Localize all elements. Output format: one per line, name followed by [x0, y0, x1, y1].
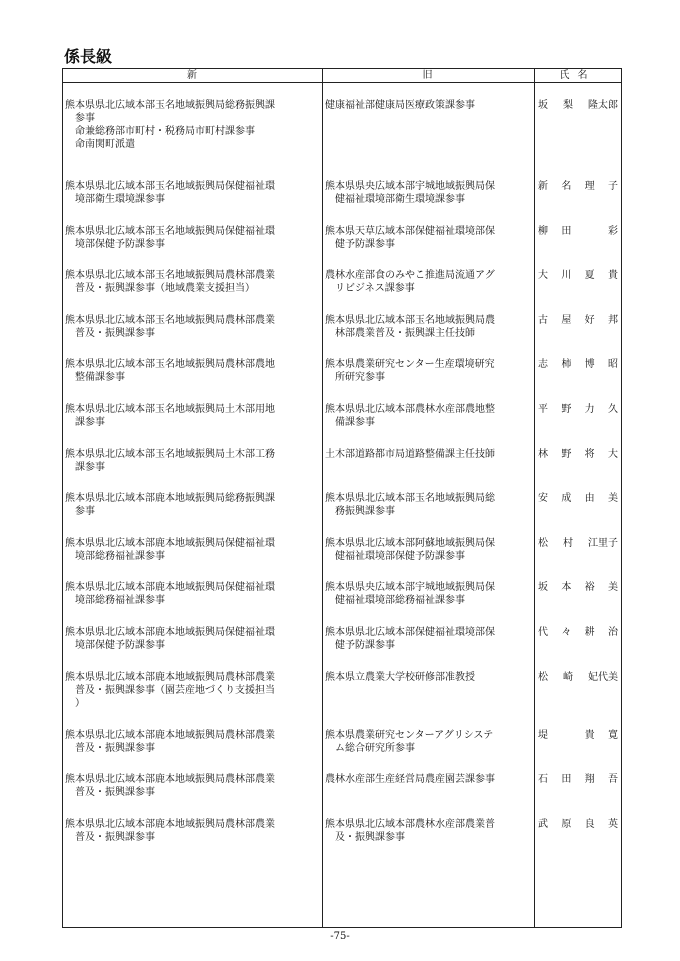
old-position-line: 土木部道路都市局道路整備課主任技師 — [325, 448, 495, 460]
name-part: 力 — [584, 403, 595, 415]
old-position-cell — [325, 403, 532, 429]
name-part: 野 — [561, 403, 572, 415]
name-cell — [538, 818, 620, 831]
name-part: 好 — [584, 314, 595, 326]
new-position-line: 境部総務福祉課参事 — [75, 595, 165, 607]
table-row — [63, 492, 621, 537]
name-characters — [538, 818, 618, 831]
new-position-cell — [65, 358, 320, 384]
name-part: 田 — [561, 774, 572, 786]
name-part: 田 — [561, 225, 572, 237]
new-position-line: 熊本県県北広域本部玉名地域振興局総務振興課 — [65, 100, 275, 111]
name-part: 安 — [538, 493, 548, 505]
new-position-line: 熊本県県北広域本部鹿本地域振興局農林部農業 — [65, 729, 275, 741]
name-part: 古 — [538, 314, 548, 326]
name-cell — [538, 581, 620, 594]
new-position-cell — [65, 314, 320, 340]
name-part: 々 — [561, 626, 572, 638]
table-row — [63, 537, 621, 582]
name-part — [585, 225, 595, 238]
name-part: 翔 — [584, 774, 595, 786]
old-position-cell — [325, 448, 532, 461]
new-position-line: 境部保健予防課参事 — [75, 639, 165, 651]
name-part: 裕 — [584, 582, 595, 594]
new-position-line: 境部総務福祉課参事 — [75, 550, 165, 562]
old-position-line: 備課参事 — [335, 416, 375, 428]
name-cell — [538, 773, 620, 786]
name-part: 久 — [607, 403, 618, 415]
new-position-cell — [65, 448, 320, 474]
name-characters — [538, 314, 618, 327]
name-part: 美 — [607, 582, 618, 594]
name-part: 邦 — [607, 314, 618, 326]
table-row — [63, 729, 621, 774]
old-position-line: 熊本県天草広域本部保健福祉環境部保 — [325, 225, 495, 237]
name-part: 柳 — [538, 225, 548, 237]
new-position-cell — [65, 671, 320, 710]
old-position-cell — [325, 269, 532, 295]
new-position-line: 普及・振興課参事（地域農業支援担当） — [75, 283, 255, 295]
old-position-cell — [325, 729, 532, 755]
old-position-line: 及・振興課参事 — [335, 831, 405, 843]
name-part: 原 — [561, 818, 572, 830]
old-position-line: 健福祉環境部保健予防課参事 — [335, 550, 465, 562]
old-position-cell — [325, 314, 532, 340]
new-position-line: 熊本県県北広域本部玉名地域振興局保健福祉環 — [65, 225, 275, 237]
name-part: 美 — [607, 493, 618, 505]
name-part: 堤 — [538, 729, 548, 741]
old-position-line: 林部農業普及・振興課主任技師 — [335, 327, 475, 339]
new-position-cell — [65, 537, 320, 563]
new-position-cell — [65, 269, 320, 295]
old-position-line: 熊本県県央広域本部宇城地域振興局保 — [325, 582, 495, 594]
new-position-line: 命兼総務部市町村・税務局市町村課参事 — [75, 126, 255, 137]
new-position-line: 命南関町派遣 — [75, 139, 135, 150]
name-characters — [538, 269, 618, 282]
old-position-line: 熊本県県北広域本部玉名地域振興局農 — [325, 314, 495, 326]
new-position-line: 熊本県県北広域本部玉名地域振興局土木部工務 — [65, 448, 275, 460]
old-position-line: リビジネス課参事 — [335, 283, 415, 295]
name-part: 梨 — [563, 100, 573, 111]
name-part: 治 — [607, 626, 618, 638]
old-position-line: 農林水産部生産経営局農産園芸課参事 — [325, 774, 495, 786]
name-part: 志 — [538, 359, 548, 371]
name-part: 英 — [607, 818, 618, 830]
name-part: 林 — [538, 448, 548, 460]
old-position-line: 熊本県農業研究センターアグリシステ — [325, 729, 494, 741]
name-part: 由 — [584, 493, 595, 505]
name-characters — [538, 448, 618, 461]
name-characters — [538, 729, 618, 742]
name-cell — [538, 492, 620, 505]
name-part: 妃代美 — [588, 671, 618, 683]
name-part — [561, 729, 571, 742]
name-cell — [538, 225, 620, 238]
old-position-cell — [325, 492, 532, 518]
name-part: 川 — [561, 270, 572, 282]
table-header — [63, 69, 621, 83]
new-position-line: 境部保健予防課参事 — [75, 238, 165, 250]
name-part: 夏 — [584, 270, 595, 282]
new-position-line: 熊本県県北広域本部鹿本地域振興局保健福祉環 — [65, 582, 275, 594]
old-position-line: 熊本県県央広域本部宇城地域振興局保 — [325, 181, 495, 192]
old-position-line: 熊本県県北広域本部農林水産部農地整 — [325, 403, 495, 415]
name-cell — [538, 314, 620, 327]
table-row — [63, 818, 621, 863]
name-characters — [538, 403, 618, 416]
new-position-cell — [65, 403, 320, 429]
name-cell — [538, 448, 620, 461]
name-cell — [538, 403, 620, 416]
name-characters — [538, 626, 618, 639]
old-position-cell — [325, 180, 532, 206]
new-position-cell — [65, 581, 320, 607]
new-position-line: 熊本県県北広域本部鹿本地域振興局保健福祉環 — [65, 626, 275, 638]
table-row — [63, 225, 621, 270]
new-position-line: 熊本県県北広域本部鹿本地域振興局農林部農業 — [65, 818, 275, 830]
old-position-line: ム総合研究所参事 — [335, 742, 415, 754]
new-position-line: 熊本県県北広域本部鹿本地域振興局農林部農業 — [65, 774, 275, 786]
name-part: 江里子 — [588, 537, 618, 549]
table-row — [63, 269, 621, 314]
old-position-line: 熊本県県北広域本部阿蘇地域振興局保 — [325, 537, 495, 549]
old-position-line: 所研究参事 — [335, 372, 385, 384]
name-part: 柿 — [561, 359, 572, 371]
new-position-line: 熊本県県北広域本部鹿本地域振興局保健福祉環 — [65, 537, 275, 549]
name-part: 坂 — [538, 100, 548, 111]
old-position-cell — [325, 581, 532, 607]
new-position-cell — [65, 818, 320, 844]
new-position-line: 熊本県県北広域本部玉名地域振興局保健福祉環 — [65, 181, 275, 192]
name-part: 将 — [584, 448, 595, 460]
new-position-line: 参事 — [75, 113, 95, 124]
old-position-line: 熊本県農業研究センター生産環境研究 — [325, 359, 495, 371]
name-characters — [538, 537, 618, 550]
name-part: 名 — [561, 181, 572, 192]
new-position-line: 普及・振興課参事 — [75, 831, 155, 843]
old-position-cell — [325, 537, 532, 563]
table-row — [63, 626, 621, 671]
old-position-cell — [325, 818, 532, 844]
old-position-cell — [325, 358, 532, 384]
name-characters — [538, 773, 618, 786]
new-position-cell — [65, 99, 320, 151]
name-characters — [538, 358, 618, 371]
name-part: 良 — [584, 818, 595, 830]
name-part: 新 — [538, 181, 548, 192]
name-part: 成 — [561, 493, 572, 505]
old-position-cell — [325, 225, 532, 251]
name-part: 貴 — [584, 729, 595, 741]
new-position-line: 普及・振興課参事 — [75, 742, 155, 754]
name-cell — [538, 729, 620, 742]
table-row — [63, 581, 621, 626]
new-position-cell — [65, 729, 320, 755]
name-part: 理 — [584, 181, 595, 192]
name-part: 本 — [561, 582, 572, 594]
new-position-cell — [65, 626, 320, 652]
old-position-line: 健予防課参事 — [335, 639, 395, 651]
name-part: 石 — [538, 774, 548, 786]
new-position-line: 熊本県県北広域本部鹿本地域振興局農林部農業 — [65, 671, 275, 683]
table-row — [63, 448, 621, 493]
new-position-line: 課参事 — [75, 416, 105, 428]
name-cell — [538, 358, 620, 371]
table-row — [63, 773, 621, 818]
name-part: 武 — [538, 818, 548, 830]
new-position-line: 参事 — [75, 506, 95, 518]
name-cell — [538, 180, 620, 193]
old-position-line: 健康福祉部健康局医療政策課参事 — [325, 100, 475, 111]
name-part: 耕 — [584, 626, 595, 638]
new-position-line: 熊本県県北広域本部玉名地域振興局農林部農業 — [65, 270, 275, 282]
name-part: 坂 — [538, 582, 548, 594]
name-cell — [538, 626, 620, 639]
header-new: 新 — [187, 70, 198, 81]
header-name: 氏名 — [559, 70, 596, 81]
old-position-line: 熊本県県北広域本部玉名地域振興局総 — [325, 493, 495, 505]
section-title: 係長級 — [64, 47, 113, 66]
name-cell — [538, 671, 620, 684]
name-part: 村 — [563, 537, 573, 549]
name-part: 寛 — [607, 729, 618, 741]
name-characters — [538, 99, 618, 112]
table-row — [63, 403, 621, 448]
old-position-line: 務振興課参事 — [335, 506, 395, 518]
old-position-line: 農林水産部食のみやこ推進局流通アグ — [325, 270, 495, 282]
new-position-line: 境部衛生環境課参事 — [75, 194, 165, 205]
name-part: 野 — [561, 448, 572, 460]
name-part: 隆太郎 — [588, 100, 618, 111]
name-part: 博 — [584, 359, 595, 371]
old-position-line: 健予防課参事 — [335, 238, 395, 250]
name-cell — [538, 269, 620, 282]
name-part: 代 — [538, 626, 548, 638]
name-part: 大 — [607, 448, 618, 460]
name-part: 大 — [538, 270, 548, 282]
name-part: 子 — [607, 181, 618, 192]
old-position-line: 熊本県県北広域本部農林水産部農業普 — [325, 818, 495, 830]
table-row — [63, 358, 621, 403]
old-position-line: 熊本県立農業大学校研修部准教授 — [325, 671, 475, 683]
name-characters — [538, 671, 618, 684]
new-position-line: 熊本県県北広域本部鹿本地域振興局総務振興課 — [65, 493, 275, 505]
personnel-table — [62, 68, 622, 928]
header-old: 旧 — [422, 70, 434, 81]
name-characters — [538, 581, 618, 594]
name-characters — [538, 492, 618, 505]
name-characters — [538, 225, 618, 238]
old-position-cell — [325, 773, 532, 786]
old-position-cell — [325, 671, 532, 684]
name-part: 平 — [538, 403, 548, 415]
name-part: 屋 — [561, 314, 572, 326]
table-row — [63, 180, 621, 225]
table-row — [63, 671, 621, 729]
old-position-line: 熊本県県北広域本部保健福祉環境部保 — [325, 626, 495, 638]
table-body — [63, 99, 621, 862]
name-cell — [538, 99, 620, 112]
new-position-cell — [65, 180, 320, 206]
old-position-line: 健福祉環境部衛生環境課参事 — [335, 194, 465, 205]
name-part: 彩 — [607, 225, 618, 237]
name-cell — [538, 537, 620, 550]
old-position-line: 健福祉環境部総務福祉課参事 — [335, 595, 465, 607]
old-position-cell — [325, 99, 532, 112]
new-position-line: 普及・振興課参事（園芸産地づくり支援担当 — [75, 684, 275, 696]
new-position-cell — [65, 773, 320, 799]
name-part: 松 — [538, 537, 548, 549]
old-position-cell — [325, 626, 532, 652]
page-number: -75- — [330, 931, 350, 942]
name-part: 吾 — [607, 774, 618, 786]
name-characters — [538, 180, 618, 193]
new-position-line: 課参事 — [75, 461, 105, 473]
name-part: 松 — [538, 671, 548, 683]
name-part: 貴 — [607, 270, 618, 282]
table-row — [63, 99, 621, 180]
new-position-line: 普及・振興課参事 — [75, 787, 155, 799]
new-position-line: 熊本県県北広域本部玉名地域振興局土木部用地 — [65, 403, 275, 415]
new-position-cell — [65, 492, 320, 518]
new-position-line: 整備課参事 — [75, 372, 125, 384]
new-position-line: 熊本県県北広域本部玉名地域振興局農林部農業 — [65, 314, 275, 326]
table-row — [63, 314, 621, 359]
name-part: 昭 — [607, 359, 618, 371]
new-position-cell — [65, 225, 320, 251]
name-part: 崎 — [563, 671, 573, 683]
new-position-line: 普及・振興課参事 — [75, 327, 155, 339]
new-position-line: 熊本県県北広域本部玉名地域振興局農林部農地 — [65, 359, 275, 371]
new-position-line: ） — [75, 697, 85, 709]
